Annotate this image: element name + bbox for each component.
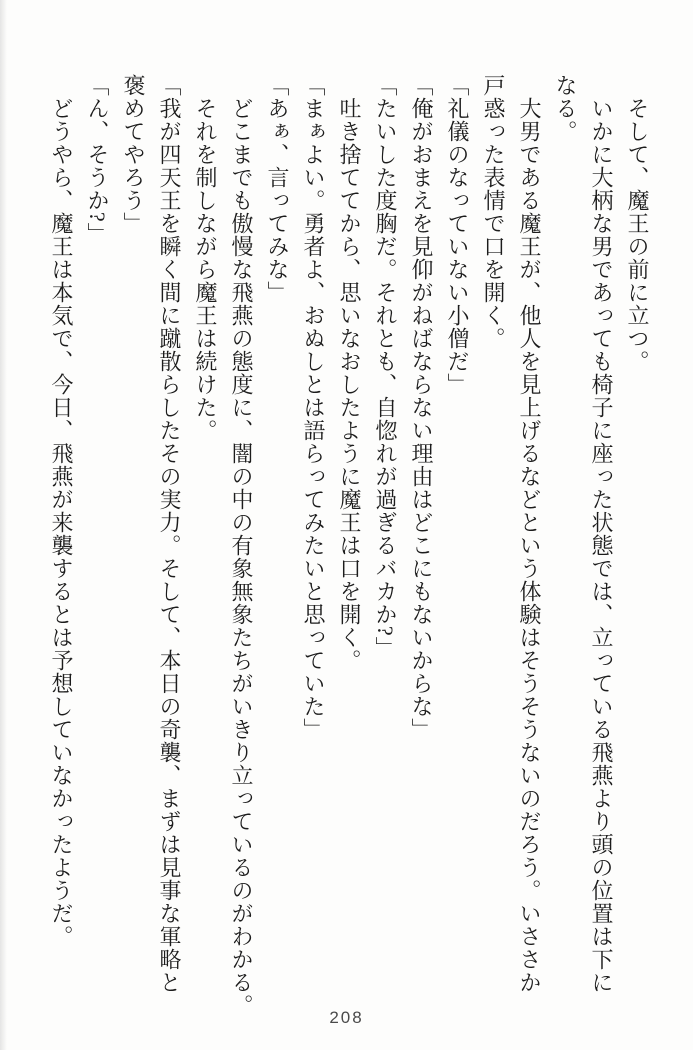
vertical-text-block	[43, 74, 655, 1017]
text-column: 褒めてやろう」	[121, 74, 146, 235]
text-column: それを制しながら魔王は続けた。	[193, 97, 218, 442]
text-column: 「我が四天王を瞬く間に蹴散らしたその実力。そして、本日の奇襲、まずは見事な軍略と	[157, 74, 182, 994]
text-column: 「ん、そうか?」	[85, 74, 110, 246]
text-column: 「あぁ、言ってみな」	[265, 74, 290, 304]
text-column: 「まぁよい。勇者よ、おぬしとは語らってみたいと思っていた」	[301, 74, 326, 741]
text-column: 大男である魔王が、他人を見上げるなどという体験はそうそうないのだろう。いささか	[517, 97, 542, 994]
text-column: 「礼儀のなっていない小僧だ」	[445, 74, 470, 396]
text-column: 「俺がおまえを見仰がねばならない理由はどこにもないからな」	[409, 74, 434, 741]
text-column: そして、魔王の前に立つ。	[625, 97, 650, 373]
text-column: どうやら、魔王は本気で、今日、飛燕が来襲するとは予想していなかったようだ。	[49, 97, 74, 948]
text-column: 戸惑った表情で口を開く。	[481, 74, 506, 350]
text-column: 「たいした度胸だ。それとも、自惚れが過ぎるバカか?」	[373, 74, 398, 660]
page-number: 208	[329, 1008, 364, 1027]
page-left-edge-shadow	[0, 0, 7, 1050]
text-column: 吐き捨ててから、思いなおしたように魔王は口を開く。	[337, 97, 362, 672]
text-column: どこまでも傲慢な飛燕の態度に、闇の中の有象無象たちがいきり立っているのがわかる。	[229, 97, 254, 1017]
text-column: なる。	[553, 74, 578, 143]
text-column: いかに大柄な男であっても椅子に座った状態では、立っている飛燕より頭の位置は下に	[589, 97, 614, 994]
